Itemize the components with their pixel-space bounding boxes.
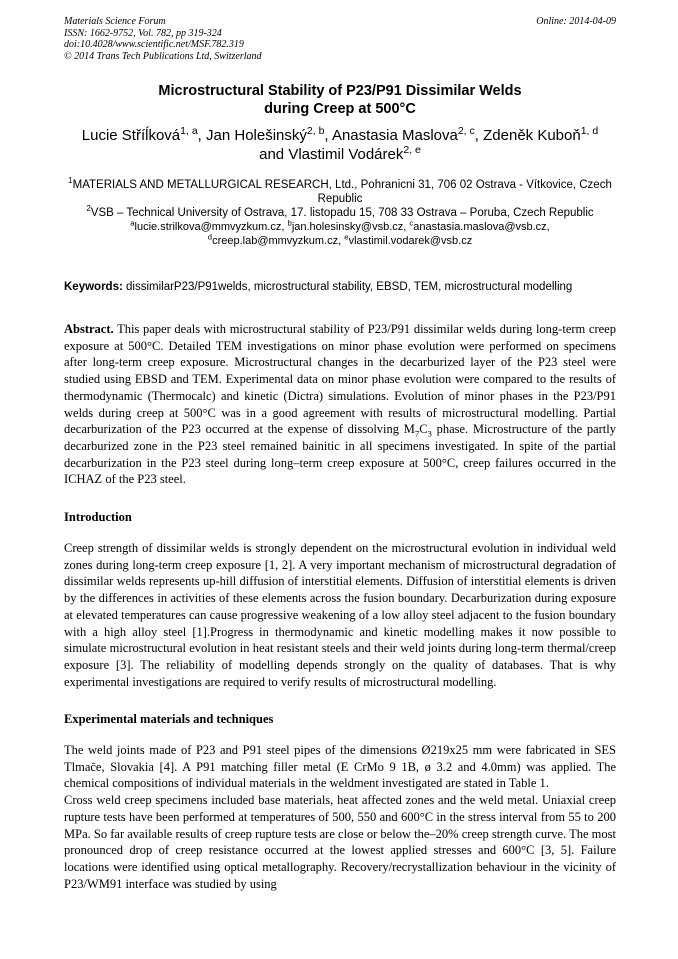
email-sup: c [409, 218, 414, 228]
doi-line: doi:10.4028/www.scientific.net/MSF.782.319 [64, 39, 244, 50]
journal-header [64, 16, 616, 62]
affiliation-number: 2 [86, 204, 91, 214]
abstract [64, 321, 616, 488]
experimental-paragraph-2: Cross weld creep specimens included base materials, heat affected zones and the weld metal. Uniaxial creep rupture tests have been performed at temperatures of 500, 550 and 600°C in the stress interval from 55 to 200 MPa. So far available results of creep rupture tests are close or below the–20% creep strength curve. The most pronounced drop of creep resistance occurred at the lowest applied stresses and 600°C [3, 5]. Failure locations were identified using optical metallography. Recovery/recrystallization behaviour in the vicinity of P23/WM91 interface was studied by using [64, 793, 616, 891]
email-sup: e [344, 232, 349, 242]
email-sup: b [287, 218, 292, 228]
author-name: Zdeněk Kuboň [483, 127, 581, 144]
keywords-label: Keywords: [64, 281, 123, 293]
email-link[interactable]: anastasia.maslova@vsb.cz [413, 221, 547, 233]
experimental-heading: Experimental materials and techniques [64, 712, 274, 726]
author-sup: 2, e [403, 144, 421, 156]
author-name: Vlastimil Vodárek [288, 146, 404, 163]
author-list: Lucie Stříĺková$^{1, a}$, Jan Holešinský$^{2, b}$, Anastasia Maslova$^{2, c}$, Zdeněk Kuboň$^{1, d}$ and Vlastimil Vodárek$^{2, e}$ [81, 125, 599, 163]
affiliation-text: MATERIALS AND METALLURGICAL RESEARCH, Ltd., Pohranicni 31, 706 02 Ostrava - Vítkovice, Czech Republic [72, 179, 612, 205]
title-line-1: Microstructural Stability of P23/P91 Dissimilar Welds [158, 83, 522, 99]
paper-title [64, 82, 616, 118]
subscript: 3 [427, 428, 432, 439]
email-sup: d [207, 232, 213, 242]
title-line-2: during Creep at 500°C [264, 101, 416, 117]
email-link[interactable]: lucie.strilkova@mmvyzkum.cz [134, 221, 282, 233]
abstract-text-cont: phase. Microstructure of the partly decarburized zone in the P23 steel remained bainitic in all specimens investigated. In spite of the partial decarburization in the P23 steel during long–term creep exposure at 500°C, creep failures occurred in the ICHAZ of the P23 steel. [64, 422, 616, 487]
author-sup: 1, a [180, 125, 198, 137]
journal-name: Materials Science Forum [64, 16, 166, 27]
author-sup: 2, c [457, 125, 475, 137]
keywords-text: dissimilarP23/P91welds, microstructural stability, EBSD, TEM, microstructural modelling [126, 281, 573, 293]
introduction-heading: Introduction [64, 510, 132, 524]
abstract-label: Abstract. [64, 322, 114, 336]
author-name: Jan Holešinský [206, 127, 307, 144]
abstract-text: This paper deals with microstructural stability of P23/P91 dissimilar welds during long-term creep exposure at 500°C. Detailed TEM investigations on minor phase evolution were performed on specimens after long-term creep exposure. Microstructural changes in the decarburized layer of the P23 steel were studied using EBSD and TEM. Experimental data on minor phase evolution were compared to the results of thermodynamic (Thermocalc) and kinetic (Dictra) simulations. Evolution of minor phases in the P23/P91 welds during creep at 500°C was in a good agreement with results of microstructural modelling. Partial decarburization of the P23 occurred at the expense of dissolving M [64, 322, 616, 437]
keywords [64, 280, 616, 294]
affiliation-text: VSB – Technical University of Ostrava, 17. listopadu 15, 708 33 Ostrava – Poruba, Czech Republic [90, 207, 594, 219]
author-name: Lucie Stříĺková [81, 127, 181, 144]
author-sup: 2, b [306, 125, 325, 137]
affiliations [64, 178, 616, 248]
experimental-body [64, 742, 616, 892]
author-sup: 1, d [580, 125, 599, 137]
copyright-line: © 2014 Trans Tech Publications Ltd, Switzerland [64, 50, 262, 62]
email-link[interactable]: creep.lab@mmvyzkum.cz [212, 235, 339, 247]
email-link[interactable]: vlastimil.vodarek@vsb.cz [348, 235, 473, 247]
formula-part: C [419, 422, 428, 437]
affiliation-number: 1 [68, 176, 73, 186]
email-link[interactable]: jan.holesinsky@vsb.cz [291, 221, 404, 233]
introduction-body [64, 540, 616, 690]
affiliation-1 [64, 178, 616, 206]
subscript: 7 [414, 428, 420, 439]
author-name: Anastasia Maslova [331, 127, 458, 144]
issn-line: ISSN: 1662-9752, Vol. 782, pp 319-324 [64, 27, 222, 39]
introduction-paragraph: Creep strength of dissimilar welds is strongly dependent on the microstructural evolution in individual weld zones during long-term creep exposure [1, 2]. A very important mechanism of microstructural degradation of dissimilar welds represents up-hill diffusion of interstitial elements. Diffusion of interstitial elements is driven by the differences in activities of these elements across the fusion boundary. Decarburization during exposure at elevated temperatures can cause progressive weakening of a low alloy steel adjacent to the fusion boundary with a high alloy steel [1].Progress in thermodynamic and kinetic modelling makes it now possible to simulate microstructural evolution in heat resistant steels and their weld joints during long-term thermal/creep exposure [3]. The reliability of modelling depends strongly on the quality of databases. That is why experimental investigations are required to verify results of microstructural modelling. [64, 541, 616, 689]
experimental-paragraph-1: The weld joints made of P23 and P91 steel pipes of the dimensions Ø219x25 mm were fabricated in SES Tlmače, Slovakia [4]. A P91 matching filler metal (E CrMo 9 1B, ø 3.2 and 4.0mm) was applied. The chemical compositions of individual materials in the weldment investigated are stated in Table 1. [64, 743, 616, 791]
email-list: $^a$lucie.strilkova@mmvyzkum.cz, $^b$jan.holesinsky@vsb.cz, $^c$anastasia.maslova@vsb.cz, $^d$creep.lab@mmvyzkum.cz, $^e$vlastimil.vodarek@vsb.cz [130, 218, 550, 247]
affiliation-2 [64, 206, 616, 220]
email-sup: a [130, 218, 135, 228]
online-date: Online: 2014-04-09 [536, 16, 616, 27]
